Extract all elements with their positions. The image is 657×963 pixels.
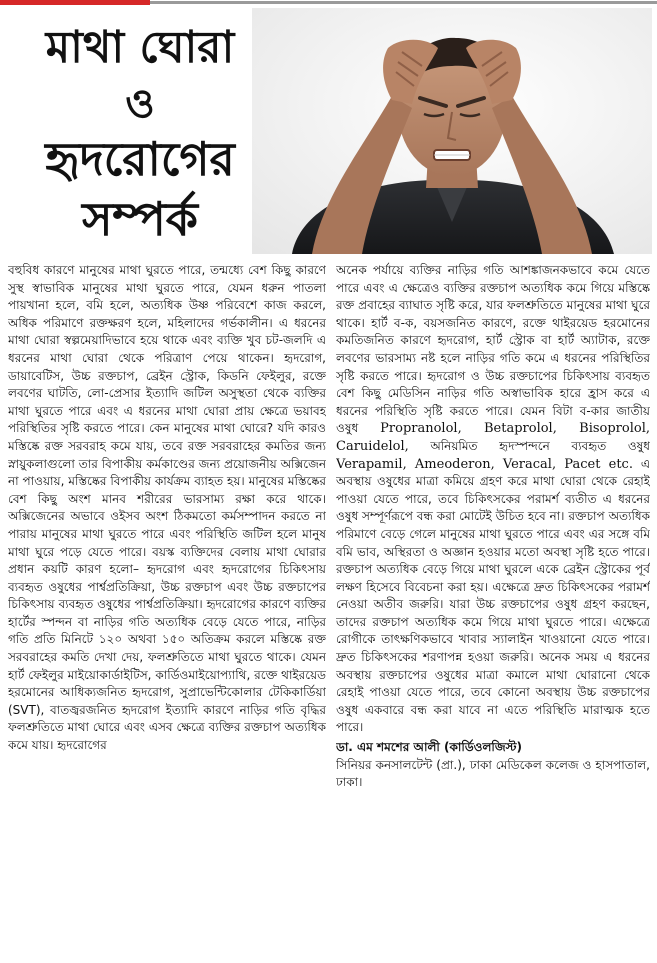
article-paragraph-right <box>336 262 650 737</box>
top-rule-line <box>150 1 657 4</box>
author-name: ডা. এম শমশের আলী (কার্ডিওলজিস্ট) <box>336 740 522 755</box>
top-rule-accent <box>0 0 150 5</box>
man-holding-head-photo <box>252 8 652 254</box>
article-column-left <box>8 262 326 962</box>
article-text-right-2: অনিয়মিত হৃদস্পন্দনে ব্যবহৃত ওষুধ <box>408 438 650 453</box>
title-line-4: সম্পর্ক <box>82 192 198 246</box>
author-block <box>336 739 650 792</box>
title-line-2: ও <box>125 81 155 127</box>
article-column-right <box>336 262 650 962</box>
drug-list-antiarrhythmics: Verapamil, Ameoderon, Veracal, Pacet etc. <box>336 456 633 472</box>
article-text-right-3: এ অবস্থায় ওষুধের মাত্রা কমিয়ে গ্রহণ করে মাথা ঘোরা থেকে রেহাই পাওয়া যেতে পারে, তবে চিকিৎসকের পরামর্শ ব্যতীত এ ধরনের ওষুধ সম্পূর্ণরূপে বন্ধ করা মোটেই উচিত হবে না। রক্তচাপ অত্যধিক পরিমাণে বেড়ে গেলে মানুষের মাথা ঘুরতে পারে এবং এর সঙ্গে বমি বমি ভাব, অস্থিরতা ও অজ্ঞান হওয়ার মতো অবস্থা সৃষ্টি হতে পারে। রক্তচাপ অত্যধিক বেড়ে গিয়ে মাথা ঘুরলে একে ব্রেইন স্ট্রোকের পূর্ব লক্ষণ হিসেবে বিবেচনা করা হয়। এক্ষেত্রে দ্রুত চিকিৎসকের পরামর্শ নেওয়া অতীব জরুরি। যারা উচ্চ রক্তচাপের ওষুধ গ্রহণ করছেন, তাদের রক্তচাপ অত্যধিক কমে গিয়ে মাথা ঘুরতে পারে। এক্ষেত্রে রোগীকে তাৎক্ষণিকভাবে খাবার স্যালাইন খাওয়ানো যেতে পারে। দ্রুত চিকিৎসকের শরণাপন্ন হওয়া জরুরি। অনেক সময় এ ধরনের অবস্থায় রক্তচাপের ওষুধের মাত্রা কমালে মাথা ঘোরানো থেকে রেহাই পাওয়া যেতে পারে, তবে কোনো অবস্থায় উচ্চ রক্তচাপের ওষুধ একবারে বন্ধ করা যাবে না এতে পরিস্থিতি মারাত্মক হতে পারে। <box>336 456 650 735</box>
title-line-3: হৃদরোগের <box>45 132 235 186</box>
article-text-right-1: অনেক পর্যায়ে ব্যক্তির নাড়ির গতি আশঙ্কাজনকভাবে কমে যেতে পারে এবং এ ক্ষেত্রেও ব্যক্তির রক্তচাপ অত্যধিক কমে গিয়ে মস্তিষ্কে রক্ত প্রবাহের ব্যাঘাত সৃষ্টি করে, যার ফলশ্রুতিতে মানুষের মাথা ঘুরে থাকে। হার্ট ব-ক, বয়সজনিত কারণে, রক্তে থাইরয়েড হরমোনের কমতিজনিত কারণে হৃদরোগ, হার্ট স্ট্রোক বা হার্ট অ্যাটাক, রক্তে লবণের ভারসাম্য নষ্ট হলে নাড়ির গতি কমে এ ধরনের পরিস্থিতির সৃষ্টি করতে পারে। হৃদরোগ ও উচ্চ রক্তচাপের চিকিৎসায় ব্যবহৃত বেশ কিছু মেডিসিন নাড়ির গতি অস্বাভাবিক হারে হ্রাস করে এ ধরনের পরিস্থিতি সৃষ্টি করতে পারে। যেমন বিটা ব-কার জাতীয় ওষুধ <box>336 263 650 436</box>
article-paragraph-left: বহুবিধ কারণে মানুষের মাথা ঘুরতে পারে, তন্মধ্যে বেশ কিছু কারণে সুস্থ স্বাভাবিক মানুষের মাথা ঘুরতে পারে, যেমন ধরুন পাতলা পায়খানা হলে, বমি হলে, অত্যধিক উষ্ণ পরিবেশে কাজ করলে, অধিক পরিমাণে রক্তক্ষরণ হলে, মহিলাদের গর্ভকালীন। এ ধরনের মাথা ঘোরা স্বল্পমেয়াদিভাবে হয়ে থাকে এবং ব্যক্তি খুব চট-জলদি এ ধরনের মাথা ঘোরা থেকে পরিত্রাণ পেয়ে থাকেন। হৃদরোগ, ডায়াবেটিস, উচ্চ রক্তচাপ, ব্রেইন স্ট্রোক, কিডনি ফেইলুর, রক্তে লবণের ঘাটতি, লো-প্রেসার ইত্যাদি জটিল অসুস্থতা থেকে ব্যক্তির মাথা ঘুরতে পারে এবং এ ধরনের মাথা ঘোরা প্রায় ক্ষেত্রে ভয়াবহ পরিস্থিতির সৃষ্টি করতে পারে। কেন মানুষের মাথা ঘোরে? যদি কারও মস্তিষ্কে রক্ত সরবরাহ কমে যায়, তবে রক্ত সরবরাহের কমতির জন্য স্নায়ুকলাগুলো তার বিপাকীয় কর্মকাণ্ডের জন্য প্রয়োজনীয় অক্সিজেন না পাওয়ায়, মস্তিষ্কের বিপাকীয় কার্যক্রম ব্যাহত হয়। মানুষের মস্তিষ্কের বেশ কিছু অংশ মানব শরীরের ভারসাম্য রক্ষা করে থাকে। অক্সিজেনের অভাবে ওইসব অংশ ঠিকমতো কর্মসম্পাদন করতে না পারায় মানুষের মাথা ঘুরতে পারে এবং পরিস্থিতি জটিল হলে মানুষ মাথা ঘুরে পড়ে যেতে পারে। বয়স্ক ব্যক্তিদের বেলায় মাথা ঘোরার প্রধান কয়টি কারণ হলো– হৃদরোগ এবং হৃদরোগের চিকিৎসায় ব্যবহৃত ওষুধের পার্শ্বপ্রতিক্রিয়া, উচ্চ রক্তচাপ এবং উচ্চ রক্তচাপের চিকিৎসায় ব্যবহৃত ওষুধের পার্শ্বপ্রতিক্রিয়া। হৃদরোগের কারণে ব্যক্তির হার্টের স্পন্দন বা নাড়ির গতি অত্যধিক বেড়ে যেতে পারে, নাড়ির গতি প্রতি মিনিটে ১২০ অথবা ১৫০ অতিক্রম করলে মস্তিষ্কে রক্ত সরবরাহের কমতি দেখা দেয়, ফলশ্রুতিতে মাথা ঘুরতে থাকে। যেমন হার্ট ফেইলুর মাইয়োকার্ডাইটিস, কার্ডিওমাইয়োপ্যাথি, রক্তে থাইরয়েড হরমোনের আধিক্যজনিত হৃদরোগ, সুপ্রাভেন্টিকোলার টেকিকার্ডিয়া (SVT), বাতজ্বরজনিত হৃদরোগ ইত্যাদি কারণে নাড়ির গতি বৃদ্ধির ফলশ্রুতিতে মাথা ঘোরে এবং এসব ক্ষেত্রে ব্যক্তির রক্তচাপ অত্যধিক কমে যায়। হৃদরোগের <box>8 263 326 753</box>
article-title <box>0 10 280 248</box>
top-rule <box>0 0 657 5</box>
author-affiliation: সিনিয়র কনসালটেন্ট (প্রা.), ঢাকা মেডিকেল কলেজ ও হাসপাতাল, ঢাকা। <box>336 757 650 790</box>
title-line-1: মাথা ঘোরা <box>45 22 235 73</box>
drug-list-beta-blockers: Propranolol, Betaprolol, Bisoprolol, Caruidelol, <box>336 421 650 454</box>
article-body <box>8 262 650 962</box>
